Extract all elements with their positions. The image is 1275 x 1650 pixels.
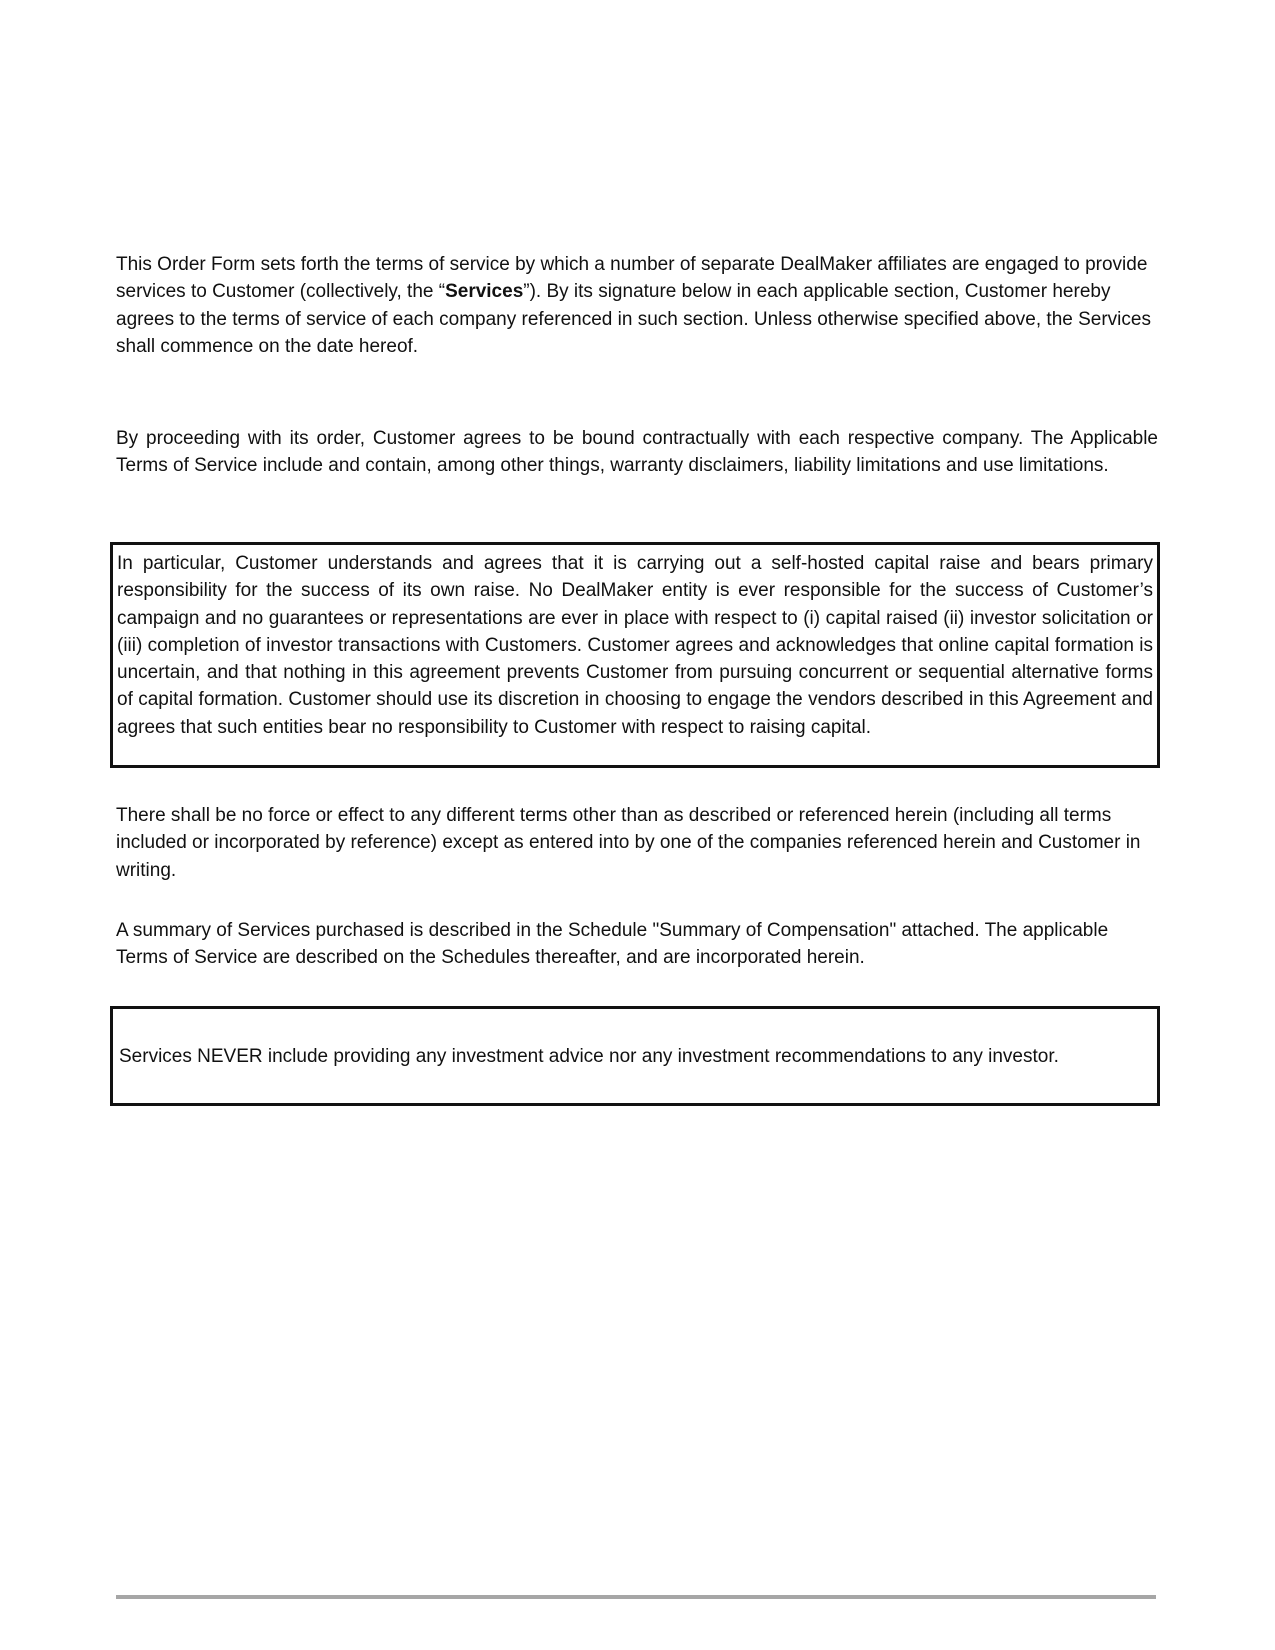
responsibility-disclaimer-text: In particular, Customer understands and agrees that it is carrying out a self-hosted capital raise and bears primary responsibility for the success of its own raise. No DealMaker entity is ever responsible for the success of Customer’s campaign and no guarantees or representations are ever in place with respect to (i) capital raised (ii) investor solicitation or (iii) completion of investor transactions with Customers. Customer agrees and acknowledges that online capital formation is uncertain, and that nothing in this agreement prevents Customer from pursuing concurrent or sequential alternative forms of capital formation. Customer should use its discretion in choosing to engage the vendors described in this Agreement and agrees that such entities bear no responsibility to Customer with respect to raising capital. (117, 553, 1153, 738)
footer-divider (116, 1595, 1156, 1599)
intro-text-start: This Order Form sets forth the terms of service by which a number of separate DealMaker affiliates are engaged to provide services to Customer (collectively, the “ (116, 254, 1148, 303)
services-defined-term: Services (445, 281, 524, 303)
no-other-terms-paragraph: There shall be no force or effect to any different terms other than as described or referenced herein (including all terms included or incorporated by reference) except as entered into by one of the companies referenced herein and Customer in writing. (116, 805, 1141, 881)
intro-text-end: ”). By its signature below in each applicable section, Customer hereby agrees to the terms of service of each company referenced in such section. Unless otherwise specified above, the Services shall commence on the date hereof. (116, 281, 1151, 357)
responsibility-disclaimer-box (110, 542, 1160, 768)
investment-advice-notice-box (110, 1006, 1160, 1106)
intro-paragraph (116, 251, 1166, 360)
terms-binding-paragraph: By proceeding with its order, Customer agrees to be bound contractually with each respective company. The Applicable Terms of Service include and contain, among other things, warranty disclaimers, liability limitations and use limitations. (116, 428, 1158, 477)
investment-advice-notice-text: Services NEVER include providing any investment advice nor any investment recommendations to any investor. (119, 1046, 1059, 1067)
summary-of-services-paragraph: A summary of Services purchased is described in the Schedule "Summary of Compensation" attached. The applicable Terms of Service are described on the Schedules thereafter, and are incorporated herein. (116, 920, 1109, 969)
